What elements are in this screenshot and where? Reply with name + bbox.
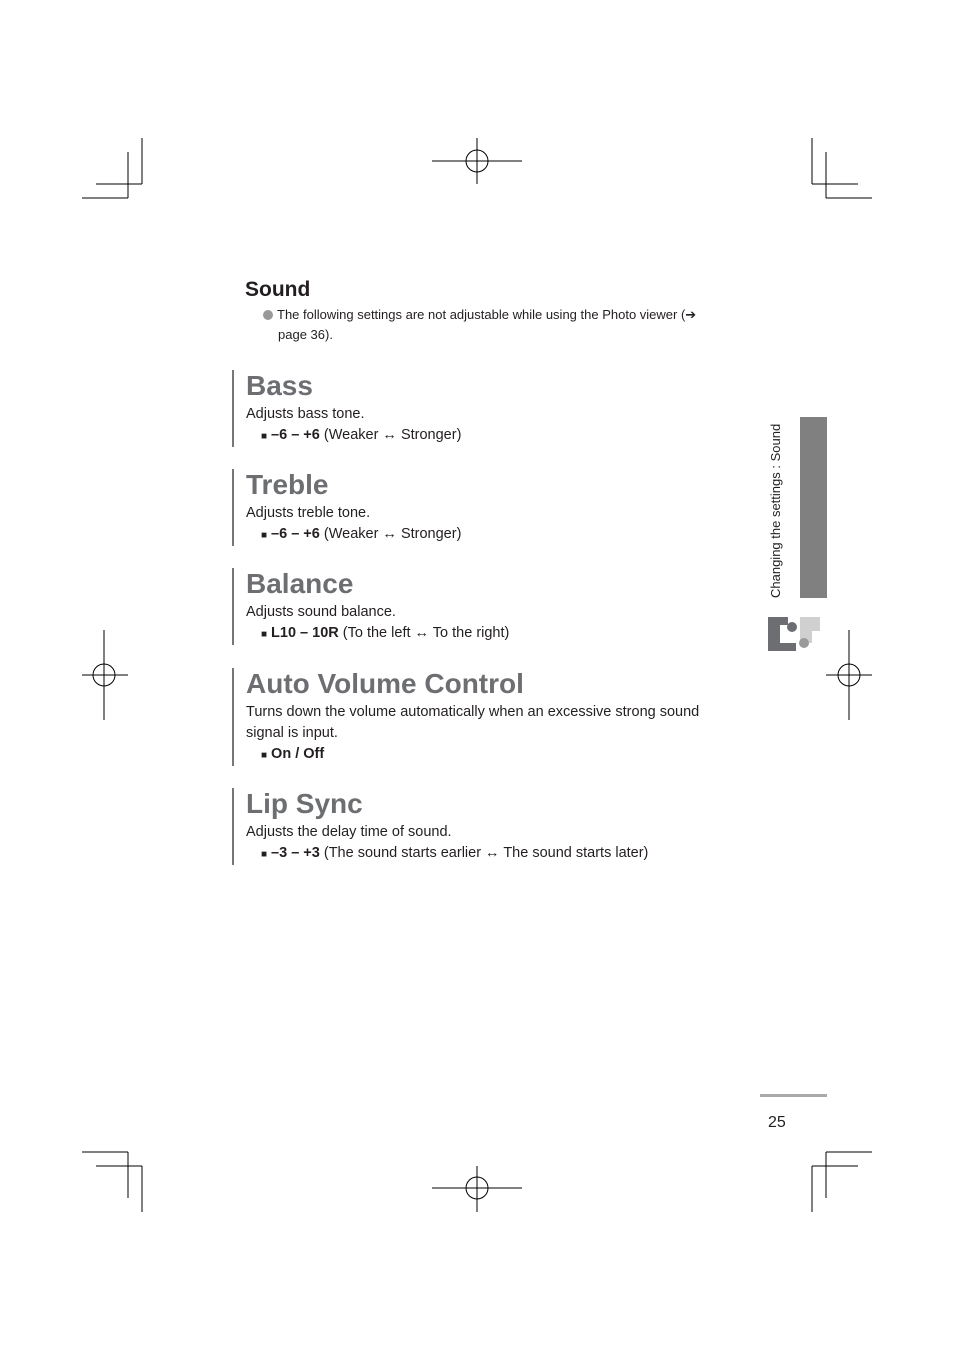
section-option: [246, 524, 461, 546]
option-note: (Weaker ↔ Stronger): [323, 427, 462, 443]
section-lip-sync: [232, 788, 648, 865]
section-option: [246, 425, 461, 447]
section-option: [246, 744, 726, 766]
note-line2: page 36).: [278, 327, 333, 342]
settings-chapter-icon: [766, 613, 822, 651]
section-title: Bass: [246, 370, 313, 401]
bullet-dot-icon: [263, 310, 273, 320]
option-range: L10 – 10R: [271, 625, 339, 641]
option-range: On / Off: [271, 746, 325, 762]
note-line1: The following settings are not adjustable while using the Photo viewer (➔: [277, 307, 697, 322]
option-note: (Weaker ↔ Stronger): [323, 526, 462, 542]
square-bullet-icon: ■: [261, 530, 268, 541]
section-title: Auto Volume Control: [246, 668, 524, 699]
square-bullet-icon: ■: [261, 431, 268, 442]
section-title: Balance: [246, 568, 354, 599]
section-desc: Adjusts the delay time of sound.: [246, 824, 452, 840]
note: [263, 305, 733, 345]
section-desc: Adjusts bass tone.: [246, 406, 365, 422]
option-note: (The sound starts earlier ↔ The sound starts later): [323, 845, 649, 861]
section-option: [246, 843, 648, 865]
page-number: 25: [768, 1114, 786, 1131]
section-title: Lip Sync: [246, 788, 363, 819]
section-desc: Adjusts sound balance.: [246, 604, 396, 620]
side-chapter-label: Changing the settings : Sound: [768, 423, 783, 598]
section-balance: [232, 568, 509, 645]
section-treble: [232, 469, 461, 546]
square-bullet-icon: ■: [261, 849, 268, 860]
option-note: (To the left ↔ To the right): [342, 625, 510, 641]
section-bass: [232, 370, 461, 447]
option-range: –6 – +6: [271, 427, 320, 443]
page-heading: Sound: [245, 278, 311, 301]
page-number-rule: [760, 1094, 827, 1097]
section-auto-volume-control: [232, 668, 726, 766]
section-option: [246, 623, 509, 645]
side-tab-bar: [800, 417, 827, 598]
option-range: –3 – +3: [271, 845, 320, 861]
section-desc: Turns down the volume automatically when an excessive strong sound signal is input.: [246, 704, 700, 741]
option-range: –6 – +6: [271, 526, 320, 542]
section-title: Treble: [246, 469, 329, 500]
square-bullet-icon: ■: [261, 629, 268, 640]
square-bullet-icon: ■: [261, 750, 268, 761]
section-desc: Adjusts treble tone.: [246, 505, 371, 521]
